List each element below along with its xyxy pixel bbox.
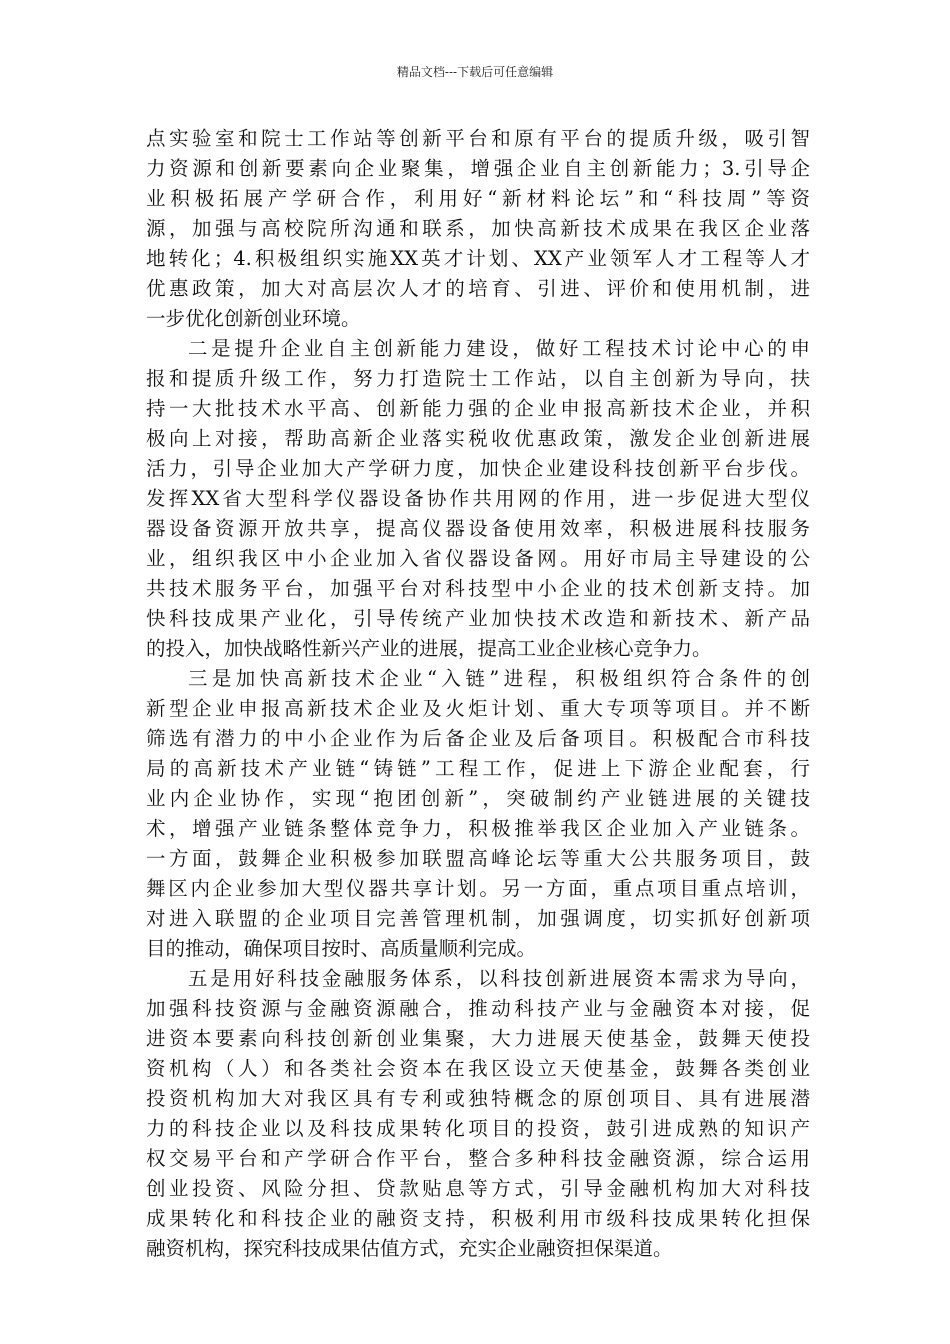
- text-line: 快科技成果产业化，引导传统产业加快技术改造和新技术、新产品: [146, 607, 810, 630]
- text-line: 力资源和创新要素向企业聚集，增强企业自主创新能力；3.引导企: [146, 157, 810, 180]
- text-line: 持一大批技术水平高、创新能力强的企业申报高新技术企业，并积: [146, 397, 810, 420]
- paragraph-start-line: 三是加快高新技术企业“入链”进程，积极组织符合条件的创: [188, 667, 810, 690]
- text-line: 优惠政策，加大对高层次人才的培育、引进、评价和使用机制，进: [146, 277, 810, 300]
- text-line: 筛选有潜力的中小企业作为后备企业及后备项目。积极配合市科技: [146, 727, 810, 750]
- text-line: 活力，引导企业加大产学研力度，加快企业建设科技创新平台步伐。: [146, 457, 810, 480]
- text-line: 创业投资、风险分担、贷款贴息等方式，引导金融机构加大对科技: [146, 1177, 810, 1200]
- text-line: 地转化；4.积极组织实施XX英才计划、XX产业领军人才工程等人才: [146, 247, 810, 270]
- text-line: 对进入联盟的企业项目完善管理机制，加强调度，切实抓好创新项: [146, 907, 810, 930]
- page-header: 精品文档---下载后可任意编辑: [396, 65, 554, 79]
- text-line: 极向上对接，帮助高新企业落实税收优惠政策，激发企业创新进展: [146, 427, 810, 450]
- text-line: 新型企业申报高新技术企业及火炬计划、重大专项等项目。并不断: [146, 697, 810, 720]
- paragraph-start-line: 五是用好科技金融服务体系，以科技创新进展资本需求为导向，: [188, 967, 810, 990]
- text-line: 业内企业协作，实现“抱团创新”，突破制约产业链进展的关键技: [146, 787, 810, 810]
- text-line: 共技术服务平台，加强平台对科技型中小企业的技术创新支持。加: [146, 577, 810, 600]
- text-line: 舞区内企业参加大型仪器共享计划。另一方面，重点项目重点培训，: [146, 877, 810, 900]
- text-line: 业，组织我区中小企业加入省仪器设备网。用好市局主导建设的公: [146, 547, 810, 570]
- text-line: 成果转化和科技企业的融资支持，积极利用市级科技成果转化担保: [146, 1207, 810, 1230]
- text-line: 源，加强与高校院所沟通和联系，加快高新技术成果在我区企业落: [146, 217, 810, 240]
- text-line: 的投入，加快战略性新兴产业的进展，提高工业企业核心竞争力。: [146, 637, 712, 660]
- text-line: 加强科技资源与金融资源融合，推动科技产业与金融资本对接，促: [146, 997, 810, 1020]
- text-line: 权交易平台和产学研合作平台，整合多种科技金融资源，综合运用: [146, 1147, 810, 1170]
- text-line: 力的科技企业以及科技成果转化项目的投资，鼓引进成熟的知识产: [146, 1117, 810, 1140]
- text-line: 一步优化创新创业环境。: [146, 307, 361, 330]
- text-line: 局的高新技术产业链“铸链”工程工作，促进上下游企业配套，行: [146, 757, 810, 780]
- text-line: 点实验室和院士工作站等创新平台和原有平台的提质升级，吸引智: [146, 127, 810, 150]
- text-line: 器设备资源开放共享，提高仪器设备使用效率，积极进展科技服务: [146, 517, 810, 540]
- text-line: 术，增强产业链条整体竞争力，积极推举我区企业加入产业链条。: [146, 817, 810, 840]
- text-line: 业积极拓展产学研合作，利用好“新材料论坛”和“科技周”等资: [146, 187, 810, 210]
- text-line: 一方面，鼓舞企业积极参加联盟高峰论坛等重大公共服务项目，鼓: [146, 847, 810, 870]
- text-line: 资机构（人）和各类社会资本在我区设立天使基金，鼓舞各类创业: [146, 1057, 810, 1080]
- text-line: 发挥XX省大型科学仪器设备协作共用网的作用，进一步促进大型仪: [146, 487, 810, 510]
- text-line: 投资机构加大对我区具有专利或独特概念的原创项目、具有进展潜: [146, 1087, 810, 1110]
- paragraph-start-line: 二是提升企业自主创新能力建设，做好工程技术讨论中心的申: [188, 337, 810, 360]
- document-body: [146, 124, 810, 1264]
- text-line: 报和提质升级工作，努力打造院士工作站，以自主创新为导向，扶: [146, 367, 810, 390]
- text-line: 进资本要素向科技创新创业集聚，大力进展天使基金，鼓舞天使投: [146, 1027, 810, 1050]
- text-line: 融资机构，探究科技成果估值方式，充实企业融资担保渠道。: [146, 1237, 673, 1260]
- text-line: 目的推动，确保项目按时、高质量顺利完成。: [146, 937, 537, 960]
